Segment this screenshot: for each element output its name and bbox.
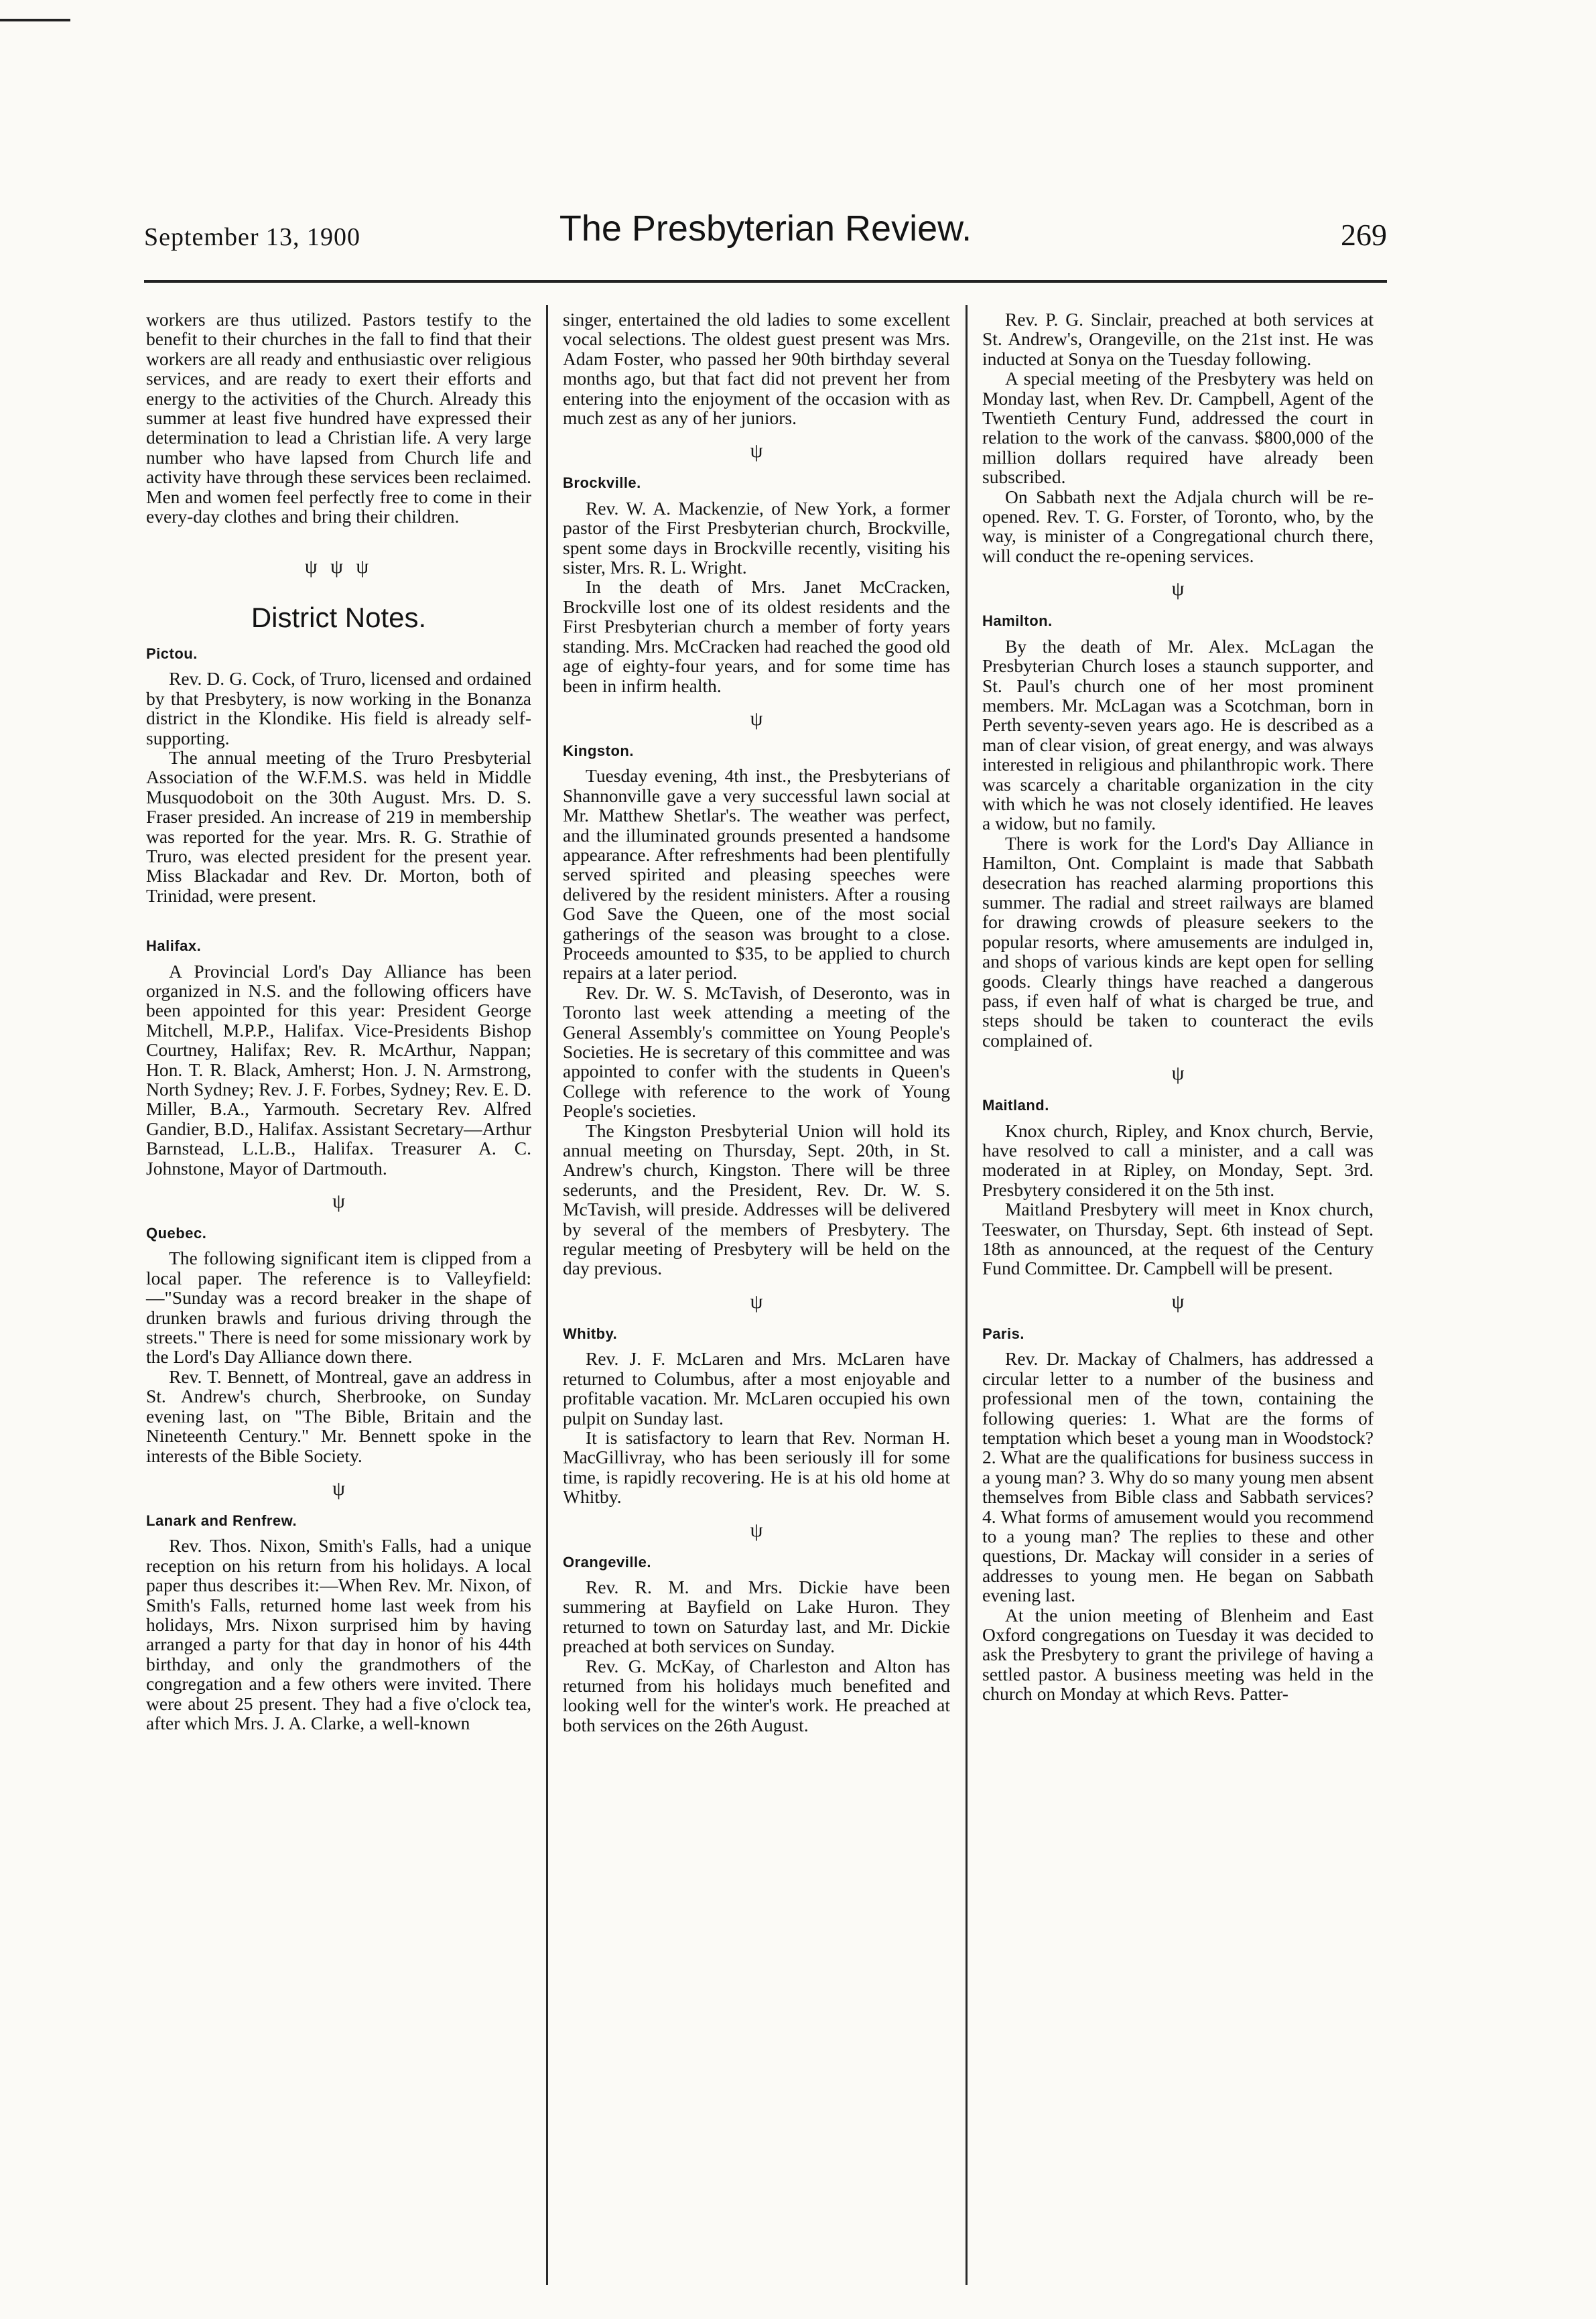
- column-divider-2: [966, 305, 968, 2285]
- heading-maitland: Maitland.: [982, 1097, 1049, 1114]
- heading-orangeville: Orangeville.: [563, 1553, 651, 1571]
- column-3: [982, 310, 1374, 1704]
- paragraph: Rev. D. G. Cock, of Truro, licensed and ordained by that Presbytery, is now working in the Bonanza district in the Klondike. His field is already self-supporting.: [146, 668, 531, 748]
- ornament-triple: ψ ψ ψ: [304, 555, 373, 578]
- paragraph: Rev. T. Bennett, of Montreal, gave an address in St. Andrew's church, Sherbrooke, on Sunday evening last, on "The Bible, Britain and the Nineteenth Century." Mr. Bennett spoke in the interests of the Bible Society.: [146, 1366, 531, 1466]
- heading-halifax: Halifax.: [146, 937, 202, 955]
- page-number: 269: [1341, 218, 1387, 252]
- paragraph: In the death of Mrs. Janet McCracken, Brockville lost one of its oldest residents and the First Presbyterian church a member of forty years standing. Mrs. McCracken had reached the good old age of eighty-four years, and for some time has been in infirm health.: [563, 576, 950, 696]
- heading-brockville: Brockville.: [563, 474, 641, 492]
- heading-quebec: Quebec.: [146, 1225, 207, 1242]
- paragraph: Rev. G. McKay, of Charleston and Alton has returned from his holidays much benefited and looking well for the winter's work. He preached at both services on the 26th August.: [563, 1655, 950, 1735]
- ornament: ψ: [750, 1518, 763, 1541]
- section-title: District Notes.: [251, 602, 427, 634]
- paragraph: Maitland Presbytery will meet in Knox church, Teeswater, on Thursday, Sept. 6th instead of Sept. 18th as announced, at the request of the Century Fund Committee. Dr. Campbell will be present.: [982, 1199, 1374, 1279]
- heading-hamilton: Hamilton.: [982, 612, 1053, 630]
- paragraph: At the union meeting of Blenheim and East Oxford congregations on Tuesday it was decided to ask the Presbytery to grant the privilege of having a settled pastor. A business meeting was held in the church on Monday at which Revs. Patter-: [982, 1604, 1374, 1705]
- publication-title: The Presbyterian Review.: [559, 208, 972, 249]
- heading-paris: Paris.: [982, 1325, 1024, 1342]
- paragraph: The annual meeting of the Truro Presbyterial Association of the W.F.M.S. was held in Middle Musquodoboit on the 30th August. Mrs. D. S. Fraser presided. An increase of 219 in membership was reported for the year. Mrs. R. G. Strathie of Truro, was elected president for the present year. Miss Blackadar and Rev. Dr. Morton, both of Trinidad, were present.: [146, 746, 531, 906]
- paragraph: Rev. R. M. and Mrs. Dickie have been summering at Bayfield on Lake Huron. They returned to town on Saturday last, and Mr. Dickie preached at both services on Sunday.: [563, 1576, 950, 1657]
- paragraph: A special meeting of the Presbytery was held on Monday last, when Rev. Dr. Campbell, Agent of the Twentieth Century Fund, addressed the court in relation to the work of the canvass. $800,000 of the million dollars required have already been subscribed.: [982, 368, 1374, 488]
- heading-whitby: Whitby.: [563, 1325, 618, 1342]
- ornament: ψ: [1171, 578, 1185, 600]
- heading-kingston: Kingston.: [563, 742, 634, 759]
- paragraph: Rev. Dr. W. S. McTavish, of Deseronto, was in Toronto last week attending a meeting of the General Assembly's committee on Young People's Societies. He is secretary of this committee and was appointed to confer with the students in Queen's College with reference to the work of Young People's societies.: [563, 982, 950, 1122]
- heading-pictou: Pictou.: [146, 645, 198, 662]
- paragraph: Rev. Thos. Nixon, Smith's Falls, had a unique reception on his return from his holidays. A local paper thus describes it:—When Rev. Mr. Nixon, of Smith's Falls, returned home last week from his holidays, Mrs. Nixon surprised him by having arranged a party for that day in honor of his 44th birthday, and only the grandmothers of the congregation and a few others were invited. There were about 25 present. They had a five o'clock tea, after which Mrs. J. A. Clarke, a well-known: [146, 1535, 531, 1733]
- column-1: [146, 310, 531, 1733]
- paragraph: Rev. W. A. Mackenzie, of New York, a former pastor of the First Presbyterian church, Brockville, spent some days in Brockville recently, visiting his sister, Mrs. R. L. Wright.: [563, 497, 950, 578]
- paragraph: There is work for the Lord's Day Alliance in Hamilton, Ont. Complaint is made that Sabbath desecration has reached alarming proportions this summer. The radial and street railways are blamed for drawing crowds of pleasure seekers to the popular resorts, where amusements are indulged in, and shops of various kinds are kept open for selling goods. Clearly things have reached a dangerous pass, if even half of what is charged be true, and steps should be taken to counteract the evils complained of.: [982, 832, 1374, 1051]
- ornament: ψ: [1171, 1290, 1185, 1313]
- paragraph: It is satisfactory to learn that Rev. Norman H. MacGillivray, who has been seriously ill for some time, is rapidly recovering. He is at his old home at Whitby.: [563, 1427, 950, 1508]
- ornament: ψ: [750, 440, 763, 462]
- ornament: ψ: [1171, 1062, 1185, 1085]
- paragraph: Rev. J. F. McLaren and Mrs. McLaren have returned to Columbus, after a most enjoyable and profitable vacation. Mr. McLaren occupied his own pulpit on Sunday last.: [563, 1348, 950, 1429]
- paragraph: The Kingston Presbyterial Union will hold its annual meeting on Thursday, Sept. 20th, in St. Andrew's church, Kingston. There will be three sederunts, and the President, Rev. Dr. W. S. McTavish, will preside. Addresses will be delivered by several of the members of Presbytery. The regular meeting of Presbytery will be held on the day previous.: [563, 1120, 950, 1279]
- ornament: ψ: [332, 1477, 345, 1500]
- issue-date: September 13, 1900: [144, 223, 361, 251]
- ornament: ψ: [750, 1290, 763, 1313]
- heading-lanark-renfrew: Lanark and Renfrew.: [146, 1512, 297, 1529]
- paragraph: A Provincial Lord's Day Alliance has been organized in N.S. and the following officers have been appointed for this year: President George Mitchell, M.P.P., Halifax. Vice-Presidents Bishop Courtney, Halifax; Rev. R. McArthur, Nappan; Hon. T. R. Black, Amherst; Hon. J. N. Armstrong, North Sydney; Rev. J. F. Forbes, Sydney; Rev. E. D. Miller, B.A., Yarmouth. Secretary Rev. Alfred Gandier, B.D., Halifax. Assistant Secretary—Arthur Barnstead, L.L.B., Halifax. Treasurer A. C. Johnstone, Mayor of Dartmouth.: [146, 960, 531, 1179]
- paragraph: Knox church, Ripley, and Knox church, Bervie, have resolved to call a minister, and a call was moderated in at Ripley, on Monday, Sept. 3rd. Presbytery considered it on the 5th inst.: [982, 1120, 1374, 1200]
- header-rule: [144, 280, 1387, 283]
- paragraph: Rev. Dr. Mackay of Chalmers, has addressed a circular letter to a number of the business and professional men of the town, containing the following queries: 1. What are the forms of temptation which beset a young man in Woodstock? 2. What are the qualifications for business success in a young man? 3. Why do so many young men absent themselves from Bible class and Sabbath services? 4. What forms of amusement would you recommend to a young man? The replies to these and other questions, Dr. Mackay will consider in a series of addresses to young men. He began on Sabbath evening last.: [982, 1348, 1374, 1606]
- paragraph: The following significant item is clipped from a local paper. The reference is to Valleyfield: —"Sunday was a record breaker in the shape of drunken brawls and furious driving through the streets." There is need for some missionary work by the Lord's Day Alliance down there.: [146, 1248, 531, 1368]
- continued-paragraph: singer, entertained the old ladies to some excellent vocal selections. The oldest guest present was Mrs. Adam Foster, who passed her 90th birthday several months ago, but that fact did not prevent her from entering into the enjoyment of the occasion with as much zest as any of her juniors.: [563, 309, 950, 429]
- continued-paragraph: workers are thus utilized. Pastors testify to the benefit to their churches in the fall to find that their workers are all ready and enthusiastic over religious services, and are ready to exert their efforts and energy to the activities of the Church. Already this summer at least five hundred have expressed their determination to lead a Christian life. A very large number who have lapsed from Church life and activity have through these services been reclaimed. Men and women feel perfectly free to come in their every-day clothes and bring their children.: [146, 309, 531, 527]
- masthead: [144, 208, 1387, 268]
- paragraph: By the death of Mr. Alex. McLagan the Presbyterian Church loses a staunch supporter, and St. Paul's church one of her most prominent members. Mr. McLagan was a Scotchman, born in Perth seventy-seven years ago. He is described as a man of clear vision, of great energy, and was always interested in religious and philanthropic work. There was scarcely a charitable organization in the city with which he was not closely identified. He leaves a widow, but no family.: [982, 635, 1374, 834]
- corner-rule: [0, 19, 70, 21]
- paragraph: Tuesday evening, 4th inst., the Presbyterians of Shannonville gave a very successful lawn social at Mr. Matthew Shetlar's. The weather was perfect, and the illuminated grounds presented a handsome appearance. After refreshments had been plentifully served spirited and pleasing speeches were delivered by the resident ministers. After a rousing God Save the Queen, one of the most social gatherings of the season was brought to a close. Proceeds amounted to $35, to be applied to church repairs at a later period.: [563, 765, 950, 984]
- column-divider-1: [546, 305, 548, 2285]
- ornament: ψ: [750, 707, 763, 730]
- paragraph: Rev. P. G. Sinclair, preached at both services at St. Andrew's, Orangeville, on the 21st inst. He was inducted at Sonya on the Tuesday following.: [982, 309, 1374, 369]
- ornament: ψ: [332, 1190, 345, 1213]
- column-2: [563, 310, 950, 1735]
- paragraph: On Sabbath next the Adjala church will be re-opened. Rev. T. G. Forster, of Toronto, who, by the way, is minister of a Congregational church there, will conduct the re-opening services.: [982, 486, 1374, 566]
